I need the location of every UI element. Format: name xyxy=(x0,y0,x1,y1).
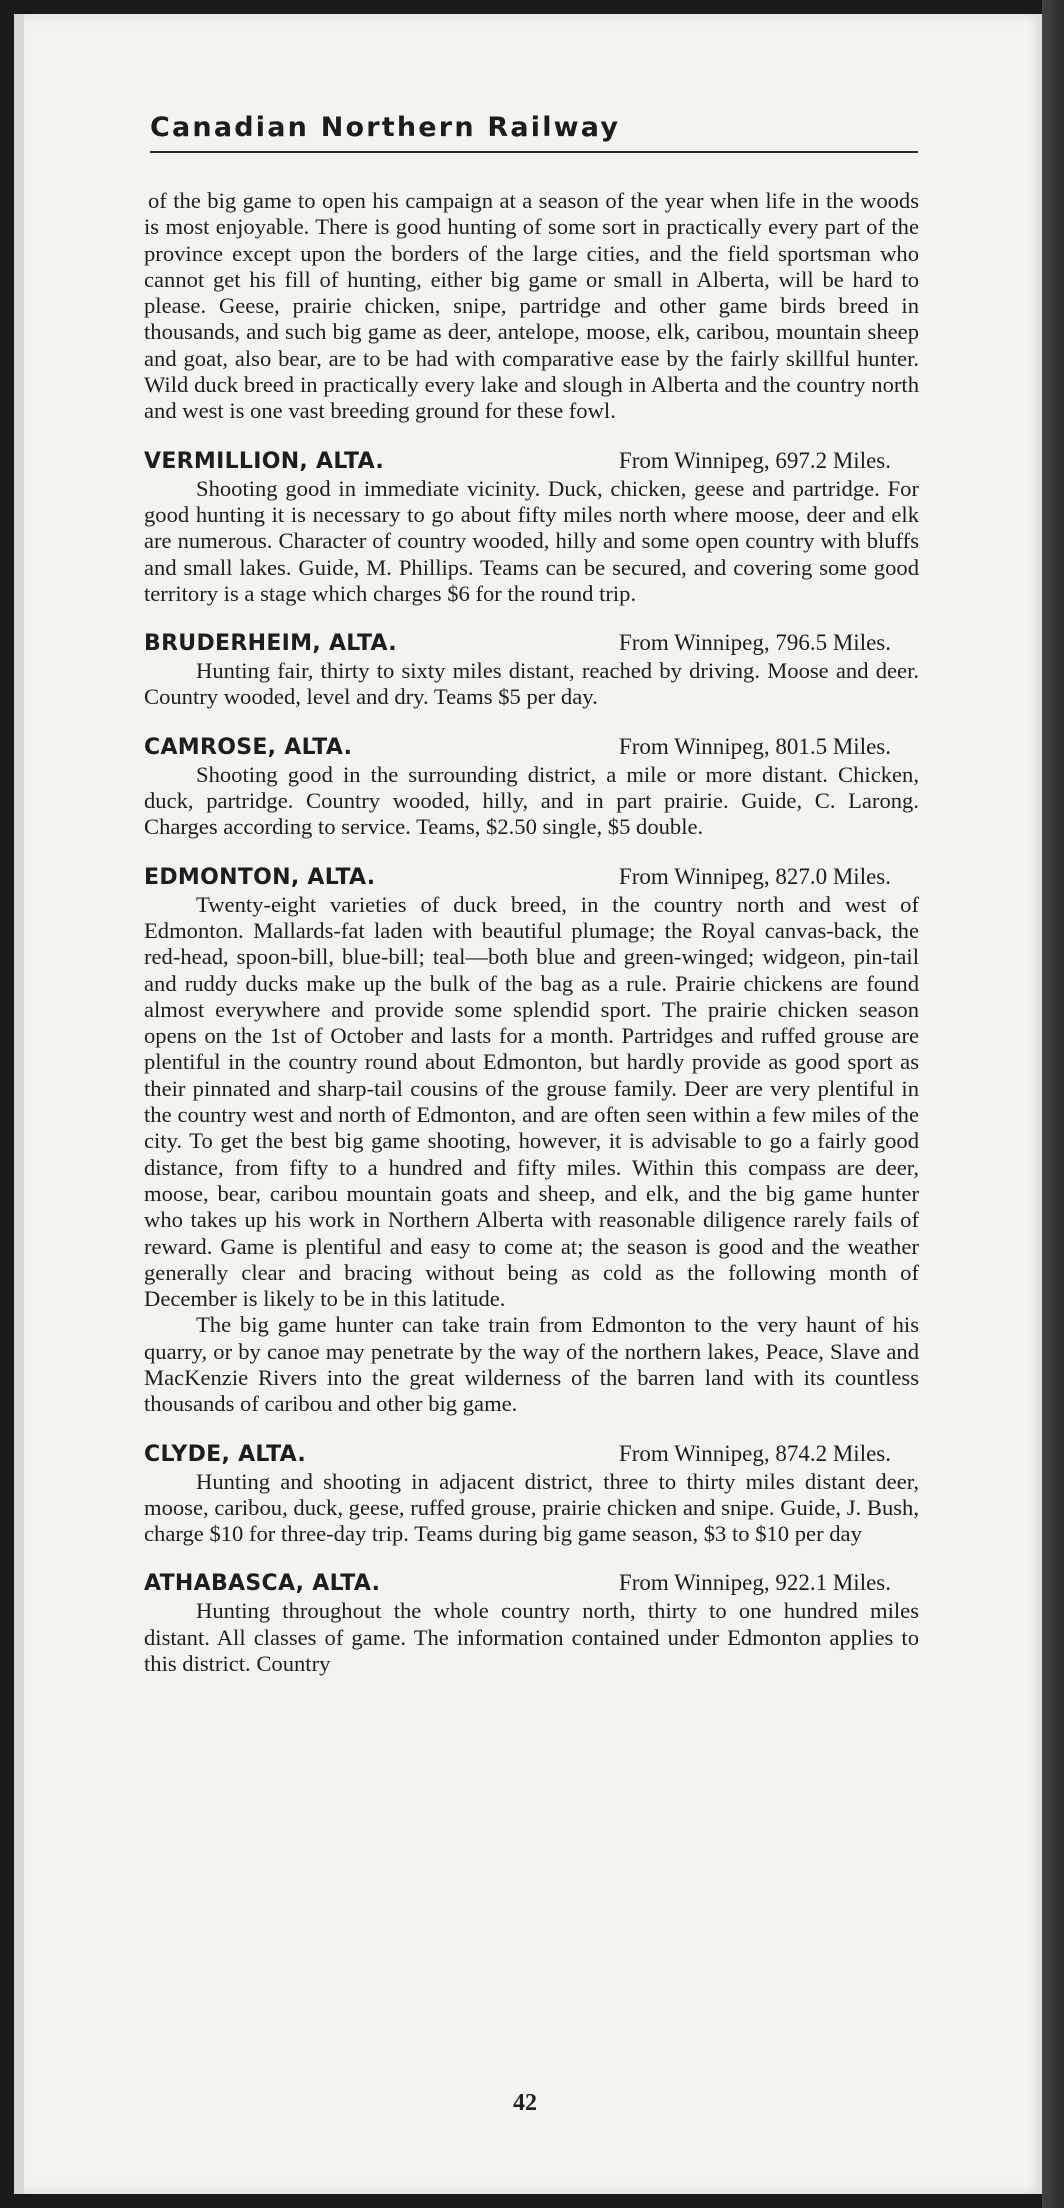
station-name: CAMROSE, ALTA. xyxy=(144,734,353,760)
entry-paragraph: The big game hunter can take train from Edmonton to the very haunt of his quarry, or by canoe may penetrate by the way of the northern lakes, Peace, Slave and MacKenzie Rivers into the great wilderness of the barren land with its countless thousands of caribou and other big game. xyxy=(144,1312,919,1417)
entry-paragraph: Hunting throughout the whole country north, thirty to one hundred miles distant. All classes of game. The information contained under Edmonton applies to this district. Country xyxy=(144,1598,919,1677)
page-number: 42 xyxy=(513,2090,537,2116)
entry-heading xyxy=(144,629,919,658)
station-entry-vermillion xyxy=(144,447,919,607)
station-entry-edmonton xyxy=(144,863,919,1418)
station-name: CLYDE, ALTA. xyxy=(144,1441,307,1467)
station-distance: From Winnipeg, 827.0 Miles. xyxy=(618,863,891,889)
intro-paragraph: of the big game to open his campaign at a season of the year when life in the woods is most enjoyable. There is good hunting of some sort in practically every part of the province except upon the borders of the large cities, and the field sportsman who cannot get his fill of hunting, either big game or small in Alberta, will be hard to please. Geese, prairie chicken, snipe, partridge and other game birds breed in thousands, and such big game as deer, antelope, moose, elk, caribou, mountain sheep and goat, also bear, are to be had with comparative ease by the fairly skillful hunter. Wild duck breed in practically every lake and slough in Alberta and the country north and west is one vast breeding ground for these fowl. xyxy=(144,188,919,424)
entry-paragraph: Hunting and shooting in adjacent district, three to thirty miles distant deer, moose, caribou, duck, geese, ruffed grouse, prairie chicken and snipe. Guide, J. Bush, charge $10 for three-day trip. Teams during big game season, $3 to $10 per day xyxy=(144,1468,919,1547)
running-header: Canadian Northern Railway xyxy=(150,112,918,153)
entry-heading xyxy=(144,1440,919,1469)
book-page xyxy=(14,14,1046,2194)
book-spine-edge xyxy=(1042,0,1064,2208)
entry-heading xyxy=(144,1569,919,1598)
station-distance: From Winnipeg, 796.5 Miles. xyxy=(618,630,891,656)
entry-heading xyxy=(144,733,919,762)
entry-heading xyxy=(144,447,919,476)
entry-paragraph: Twenty-eight varieties of duck breed, in the country north and west of Edmonton. Mallards-fat laden with beautiful plumage; the Royal canvas-back, the red-head, spoon-bill, blue-bill; teal—both blue and green-winged; widgeon, pin-tail and ruddy ducks make up the bulk of the bag as a rule. Prairie chickens are found almost everywhere and provide some splendid sport. The prairie chicken season opens on the 1st of October and lasts for a month. Partridges and ruffed grouse are plentiful in the country round about Edmonton, but hardly provide as good sport as their pinnated and sharp-tail cousins of the grouse family. Deer are very plentiful in the country west and north of Edmonton, and are often seen within a few miles of the city. To get the best big game shooting, however, it is advisable to go a fairly good distance, from fifty to a hundred and fifty miles. Within this compass are deer, moose, bear, caribou mountain goats and sheep, and elk, and the big game hunter who takes up his work in Northern Alberta with reasonable diligence rarely fails of reward. Game is plentiful and easy to come at; the season is good and the weather generally clear and bracing without being as cold as the following month of December is likely to be in this latitude. xyxy=(144,891,919,1312)
station-name: EDMONTON, ALTA. xyxy=(144,864,376,890)
entry-paragraph: Shooting good in immediate vicinity. Duck, chicken, geese and partridge. For good hunting it is necessary to go about fifty miles north where moose, deer and elk are numerous. Character of country wooded, hilly and some open country with bluffs and small lakes. Guide, M. Phillips. Teams can be secured, and covering some good territory is a stage which charges $6 for the round trip. xyxy=(144,475,919,606)
entry-paragraph: Shooting good in the surrounding district, a mile or more distant. Chicken, duck, partridge. Country wooded, hilly, and in part prairie. Guide, C. Larong. Charges according to service. Teams, $2.50 single, $5 double. xyxy=(144,761,919,840)
station-distance: From Winnipeg, 801.5 Miles. xyxy=(618,733,891,759)
station-distance: From Winnipeg, 874.2 Miles. xyxy=(618,1440,891,1466)
station-entry-bruderheim xyxy=(144,629,919,711)
station-entry-camrose xyxy=(144,733,919,841)
station-distance: From Winnipeg, 922.1 Miles. xyxy=(618,1570,891,1596)
entry-heading xyxy=(144,863,919,892)
station-name: BRUDERHEIM, ALTA. xyxy=(144,631,397,657)
station-entry-athabasca xyxy=(144,1569,919,1677)
station-entry-clyde xyxy=(144,1440,919,1548)
station-distance: From Winnipeg, 697.2 Miles. xyxy=(618,447,891,473)
station-name: VERMILLION, ALTA. xyxy=(144,448,385,474)
page-content xyxy=(144,188,919,1677)
station-name: ATHABASCA, ALTA. xyxy=(144,1571,381,1597)
entry-paragraph: Hunting fair, thirty to sixty miles distant, reached by driving. Moose and deer. Country wooded, level and dry. Teams $5 per day. xyxy=(144,658,919,710)
